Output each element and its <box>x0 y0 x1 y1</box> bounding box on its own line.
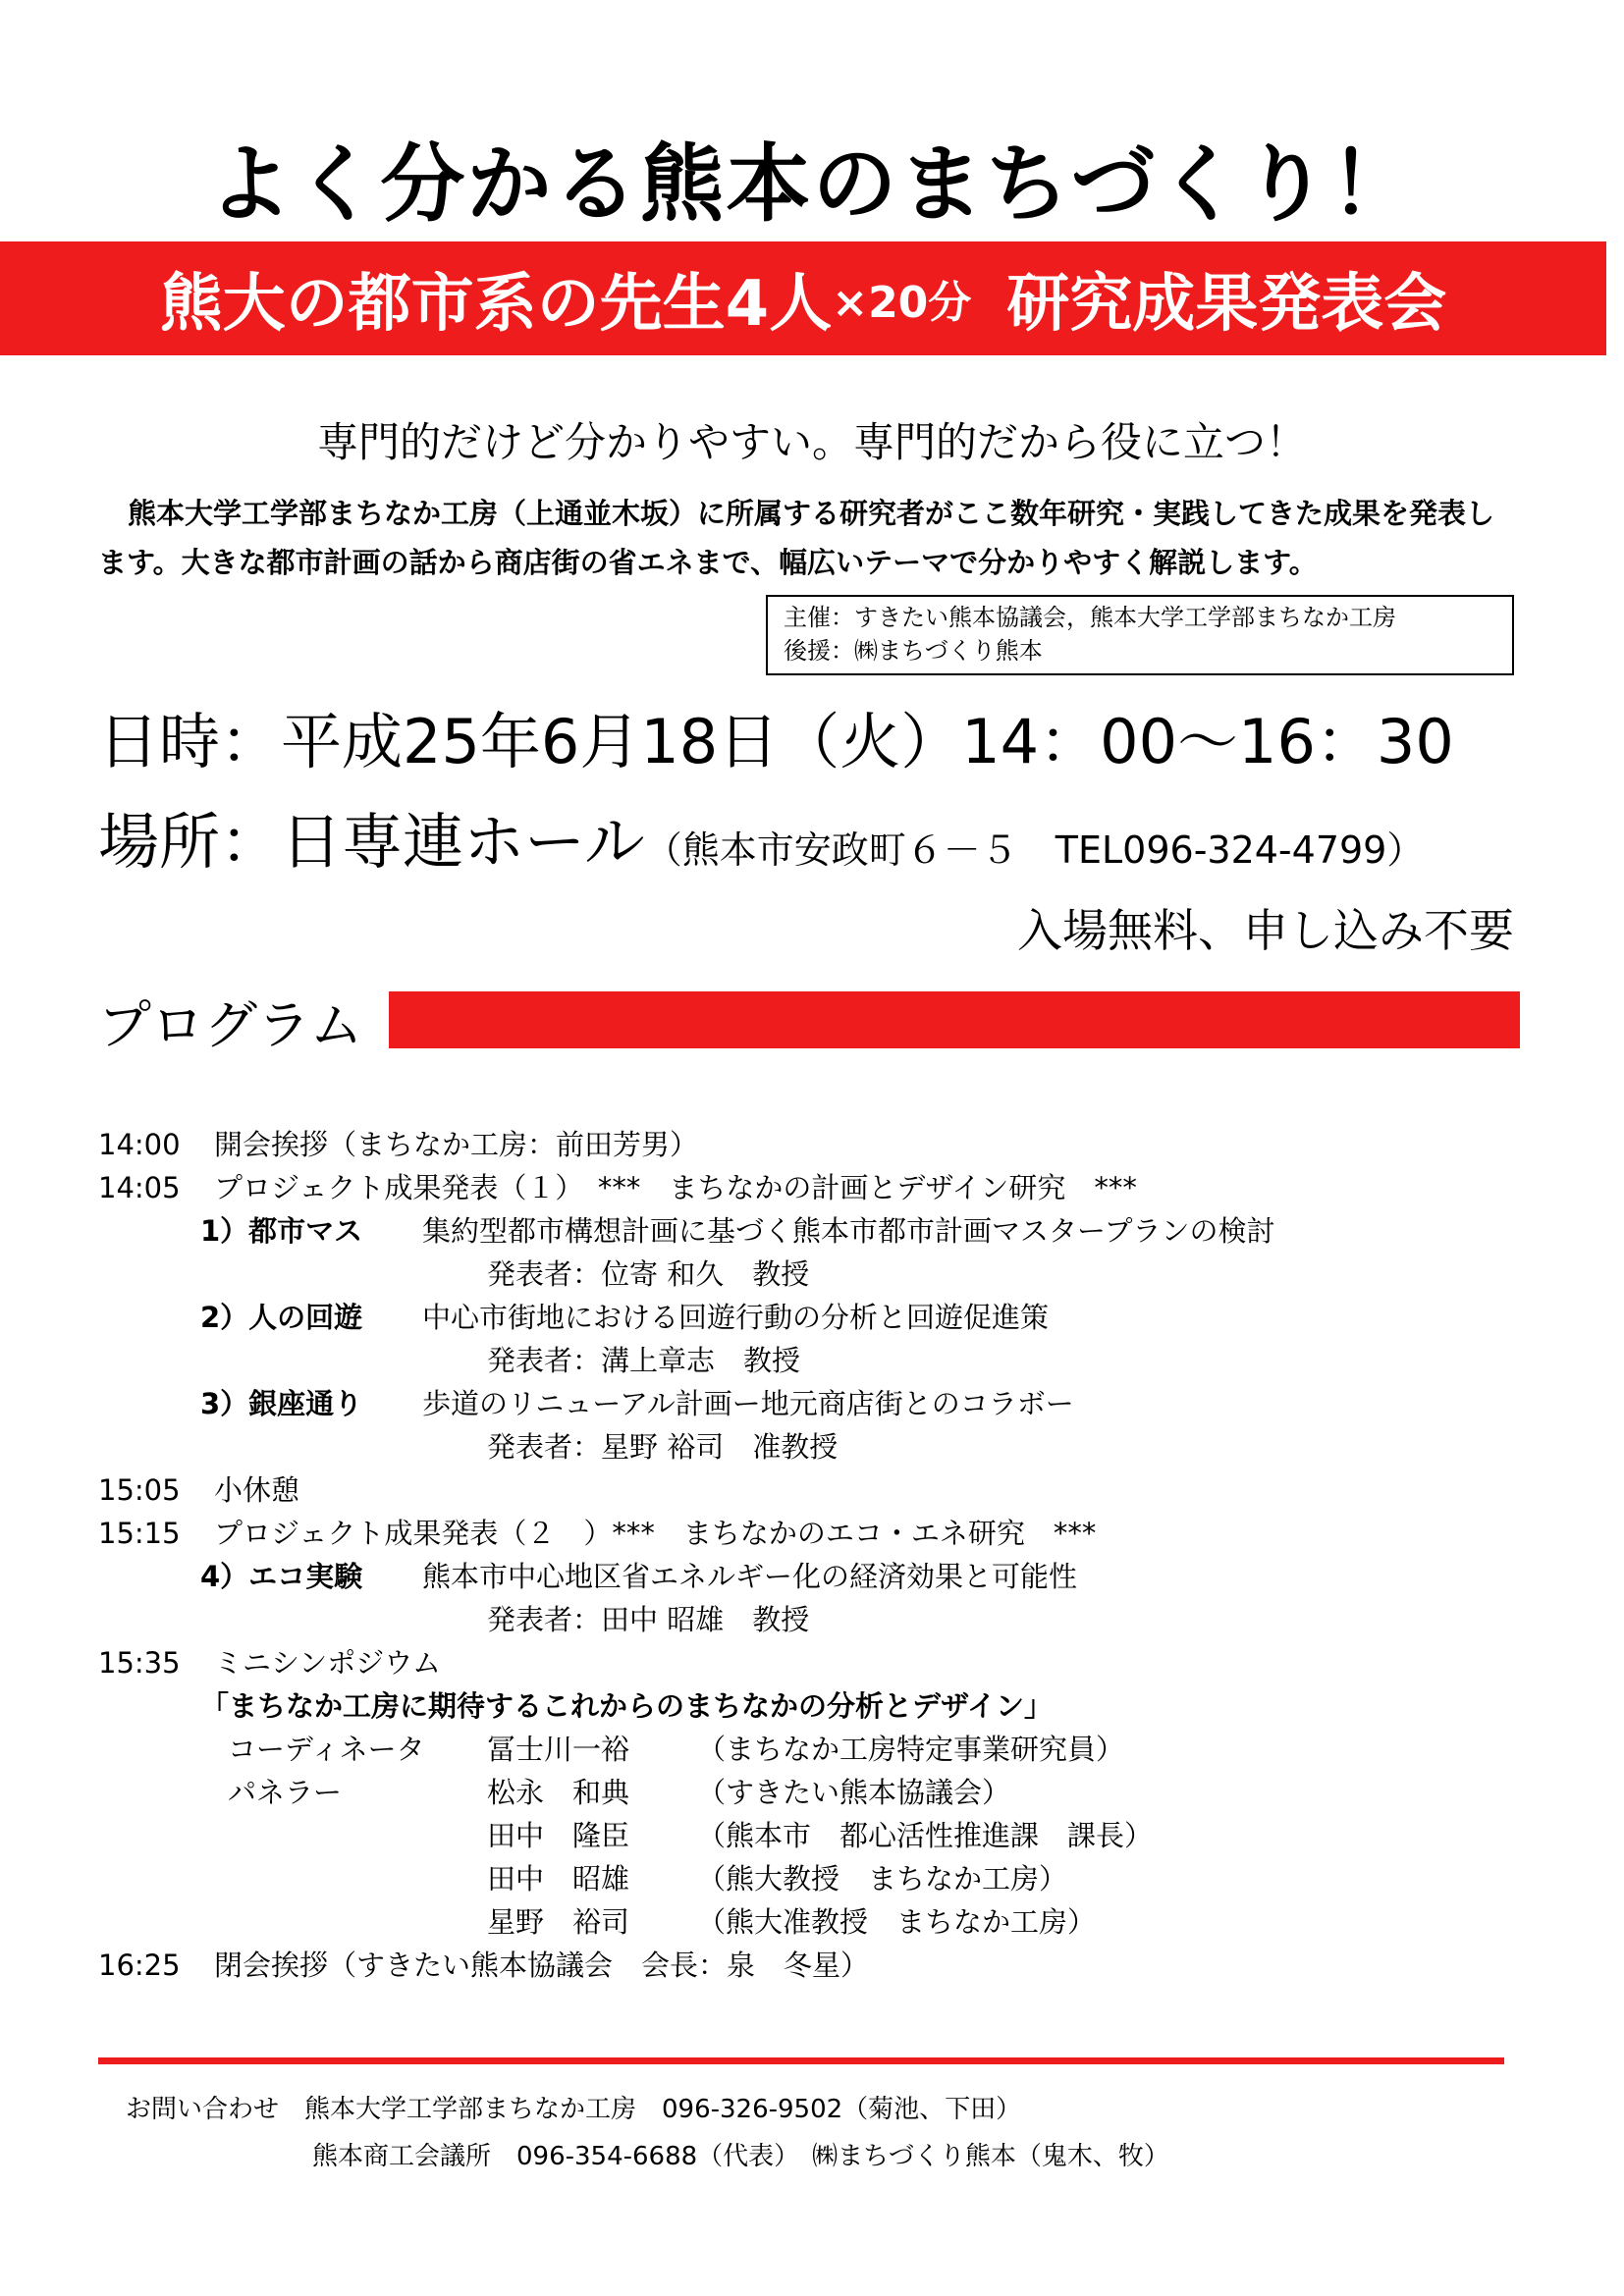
schedule-item: プロジェクト成果発表（２ ）*** まちなかのエコ・エネ研究 *** <box>214 1517 1097 1550</box>
schedule-time: 16:25 <box>98 1949 181 1982</box>
banner-times: ×20分 <box>832 278 972 328</box>
panelist-affiliation: （熊本市 都心活性推進課 課長） <box>697 1819 1154 1852</box>
panelist-affiliation: （すきたい熊本協議会） <box>697 1776 1011 1809</box>
banner-main: 熊大の都市系の先生4人 <box>159 268 833 341</box>
presentation-title: 熊本市中心地区省エネルギー化の経済効果と可能性 <box>422 1560 1078 1593</box>
program-heading: プログラム <box>98 994 363 1056</box>
program-heading-bar <box>389 991 1520 1048</box>
schedule-item: 閉会挨拶（すきたい熊本協議会 会長：泉 冬星） <box>214 1949 870 1982</box>
presentation-label: 1）都市マス <box>200 1214 363 1248</box>
symposium-title: 「まちなか工房に期待するこれからのまちなかの分析とデザイン」 <box>200 1689 1053 1723</box>
schedule-item: ミニシンポジウム <box>214 1646 441 1680</box>
presenter: 発表者：田中 昭雄 教授 <box>487 1603 810 1636</box>
schedule-time: 15:15 <box>98 1517 181 1550</box>
schedule-item: プロジェクト成果発表（１） *** まちなかの計画とデザイン研究 *** <box>214 1171 1137 1204</box>
banner-sub: 研究成果発表会 <box>1006 268 1447 341</box>
panelist-name: 松永 和典 <box>487 1776 630 1809</box>
contact-line-2: 熊本商工会議所 096-354-6688（代表） ㈱まちづくり熊本（鬼木、牧） <box>312 2142 1169 2171</box>
title-banner <box>0 241 1606 355</box>
presentation-title: 集約型都市構想計画に基づく熊本市都市計画マスタープランの検討 <box>422 1214 1275 1248</box>
presentation-title: 歩道のリニューアル計画ー地元商店街とのコラボー <box>422 1387 1074 1420</box>
footer-rule <box>98 2057 1504 2064</box>
presenter: 発表者：溝上章志 教授 <box>487 1344 801 1377</box>
schedule-time: 14:05 <box>98 1171 181 1204</box>
page-title: よく分かる熊本のまちづくり！ <box>207 135 1417 234</box>
event-datetime: 日時：平成25年6月18日（火）14：00～16：30 <box>98 706 1454 777</box>
presentation-title: 中心市街地における回遊行動の分析と回遊促進策 <box>422 1301 1050 1334</box>
schedule-time: 15:35 <box>98 1646 181 1680</box>
panelist-name: 田中 昭雄 <box>487 1862 630 1896</box>
presenter: 発表者：位寄 和久 教授 <box>487 1257 810 1291</box>
presentation-label: 4）エコ実験 <box>200 1560 363 1593</box>
coordinator-affiliation: （まちなか工房特定事業研究員） <box>697 1733 1125 1766</box>
presenter: 発表者：星野 裕司 准教授 <box>487 1430 839 1464</box>
schedule-time: 14:00 <box>98 1128 181 1161</box>
venue-name: 場所：日専連ホール <box>98 806 645 878</box>
support-text: 後援：㈱まちづくり熊本 <box>784 637 1043 665</box>
contact-line-1: お問い合わせ 熊本大学工学部まちなか工房 096-326-9502（菊池、下田） <box>126 2095 1022 2124</box>
presentation-label: 2）人の回遊 <box>200 1301 363 1334</box>
intro-text: 熊本大学工学部まちなか工房（上通並木坂）に所属する研究者がここ数年研究・実践してきた成果を発表します。大きな都市計画の話から商店街の省エネまで、幅広いテーマで分かりやすく解説します。 <box>98 497 1495 579</box>
coordinator-name: 冨士川一裕 <box>487 1733 630 1766</box>
presentation-label: 3）銀座通り <box>200 1387 363 1420</box>
admission-note: 入場無料、申し込み不要 <box>1017 904 1514 957</box>
panelist-name: 星野 裕司 <box>487 1905 630 1939</box>
host-text: 主催：すきたい熊本協議会，熊本大学工学部まちなか工房 <box>784 604 1396 631</box>
tagline: 専門的だけど分かりやすい。専門的だから役に立つ！ <box>316 418 1307 466</box>
event-venue <box>98 793 1424 881</box>
organizers-box <box>766 595 1514 675</box>
schedule-item: 開会挨拶（まちなか工房：前田芳男） <box>214 1128 699 1161</box>
schedule-time: 15:05 <box>98 1473 181 1507</box>
schedule-item: 小休憩 <box>214 1473 300 1507</box>
panelist-name: 田中 隆臣 <box>487 1819 630 1852</box>
venue-address: （熊本市安政町６－５ TEL096-324-4799） <box>644 828 1425 872</box>
panelist-affiliation: （熊大准教授 まちなか工房） <box>697 1905 1097 1939</box>
panelist-affiliation: （熊大教授 まちなか工房） <box>697 1862 1068 1896</box>
coordinator-role: コーディネータ <box>228 1733 425 1766</box>
intro-paragraph <box>98 489 1512 587</box>
panel-role: パネラー <box>228 1776 343 1809</box>
